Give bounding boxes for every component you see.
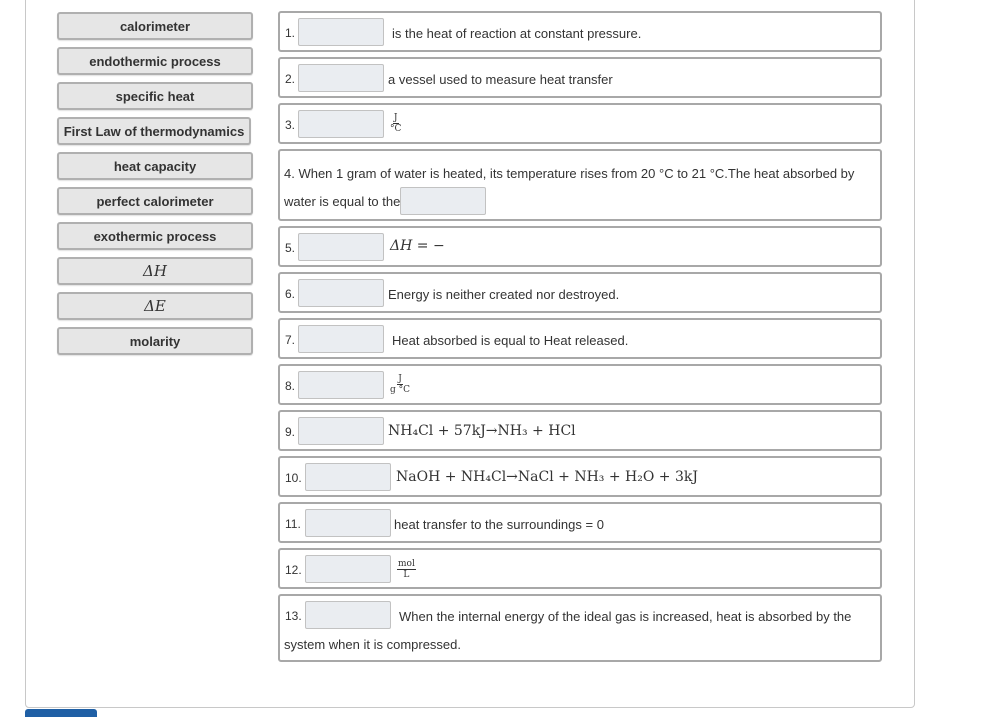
fraction-numerator: J [398,374,402,384]
row-text-line1: When the internal energy of the ideal gas is increased, heat is absorbed by the [399,609,852,624]
term-perfect-calorimeter[interactable]: perfect calorimeter [57,187,253,215]
question-row-5 [278,226,882,267]
row-number: 8. [285,379,296,393]
row-text: NH₄Cl + 57kJ→NH₃ + HCl [388,423,576,439]
term-endothermic-process[interactable]: endothermic process [57,47,253,75]
question-row-12 [278,548,882,589]
term-delta-e[interactable]: ΔE [57,292,253,320]
term-calorimeter[interactable]: calorimeter [57,12,253,40]
row-text-line2: system when it is compressed. [284,637,462,652]
row-text-line1: 4. When 1 gram of water is heated, its temperature rises from 20 °C to 21 °C.The heat absorbed by [284,166,855,181]
term-molarity[interactable]: molarity [57,327,253,355]
term-delta-h[interactable]: ΔH [57,257,253,285]
row-number: 9. [285,425,296,439]
row-text: heat transfer to the surroundings = 0 [394,517,604,532]
row-number: 5. [285,241,296,255]
question-row-1 [278,11,882,52]
unit-fraction [397,559,416,580]
question-row-10 [278,456,882,497]
fraction-denominator: g °C [390,385,411,395]
question-row-3 [278,103,882,144]
unit-fraction [390,113,401,134]
fraction-denominator: L [403,570,410,580]
row-number: 2. [285,72,296,86]
question-row-9 [278,410,882,451]
term-exothermic-process[interactable]: exothermic process [57,222,253,250]
row-text: a vessel used to measure heat transfer [388,72,613,87]
row-number: 1. [285,26,296,40]
question-row-7 [278,318,882,359]
fraction-numerator: mol [398,559,415,569]
drop-target-6[interactable] [298,279,384,307]
drop-target-7[interactable] [298,325,384,353]
row-text: is the heat of reaction at constant pressure. [392,26,642,41]
drop-target-13[interactable] [305,601,391,629]
question-row-6 [278,272,882,313]
row-number: 3. [285,118,296,132]
fraction-numerator: J [393,113,398,123]
row-text: Heat absorbed is equal to Heat released. [392,333,629,348]
drop-target-4[interactable] [400,187,486,215]
row-number: 7. [285,333,296,347]
drop-target-5[interactable] [298,233,384,261]
row-text: NaOH + NH₄Cl→NaCl + NH₃ + H₂O + 3kJ [396,469,698,485]
unit-fraction [390,374,410,395]
row-text: ΔH = − [390,238,445,254]
row-number: 11. [285,517,301,531]
fraction-denominator: °C [390,124,402,134]
question-row-8 [278,364,882,405]
term-heat-capacity[interactable]: heat capacity [57,152,253,180]
question-row-2 [278,57,882,98]
term-specific-heat[interactable]: specific heat [57,82,253,110]
row-number: 13. [285,609,302,623]
row-number: 10. [285,471,302,485]
row-text: Energy is neither created nor destroyed. [388,287,620,302]
drop-target-1[interactable] [298,18,384,46]
drop-target-2[interactable] [298,64,384,92]
drop-target-9[interactable] [298,417,384,445]
drop-target-3[interactable] [298,110,384,138]
term-first-law-of-thermodynamics[interactable]: First Law of thermodynamics [57,117,251,145]
question-row-13 [278,594,882,662]
row-text-line2: water is equal to the [284,194,401,209]
row-number: 6. [285,287,296,301]
row-number: 12. [285,563,302,577]
drop-target-10[interactable] [305,463,391,491]
drop-target-8[interactable] [298,371,384,399]
bottom-tab[interactable] [25,709,97,717]
drop-target-11[interactable] [305,509,391,537]
question-row-11 [278,502,882,543]
drop-target-12[interactable] [305,555,391,583]
question-row-4 [278,149,882,221]
